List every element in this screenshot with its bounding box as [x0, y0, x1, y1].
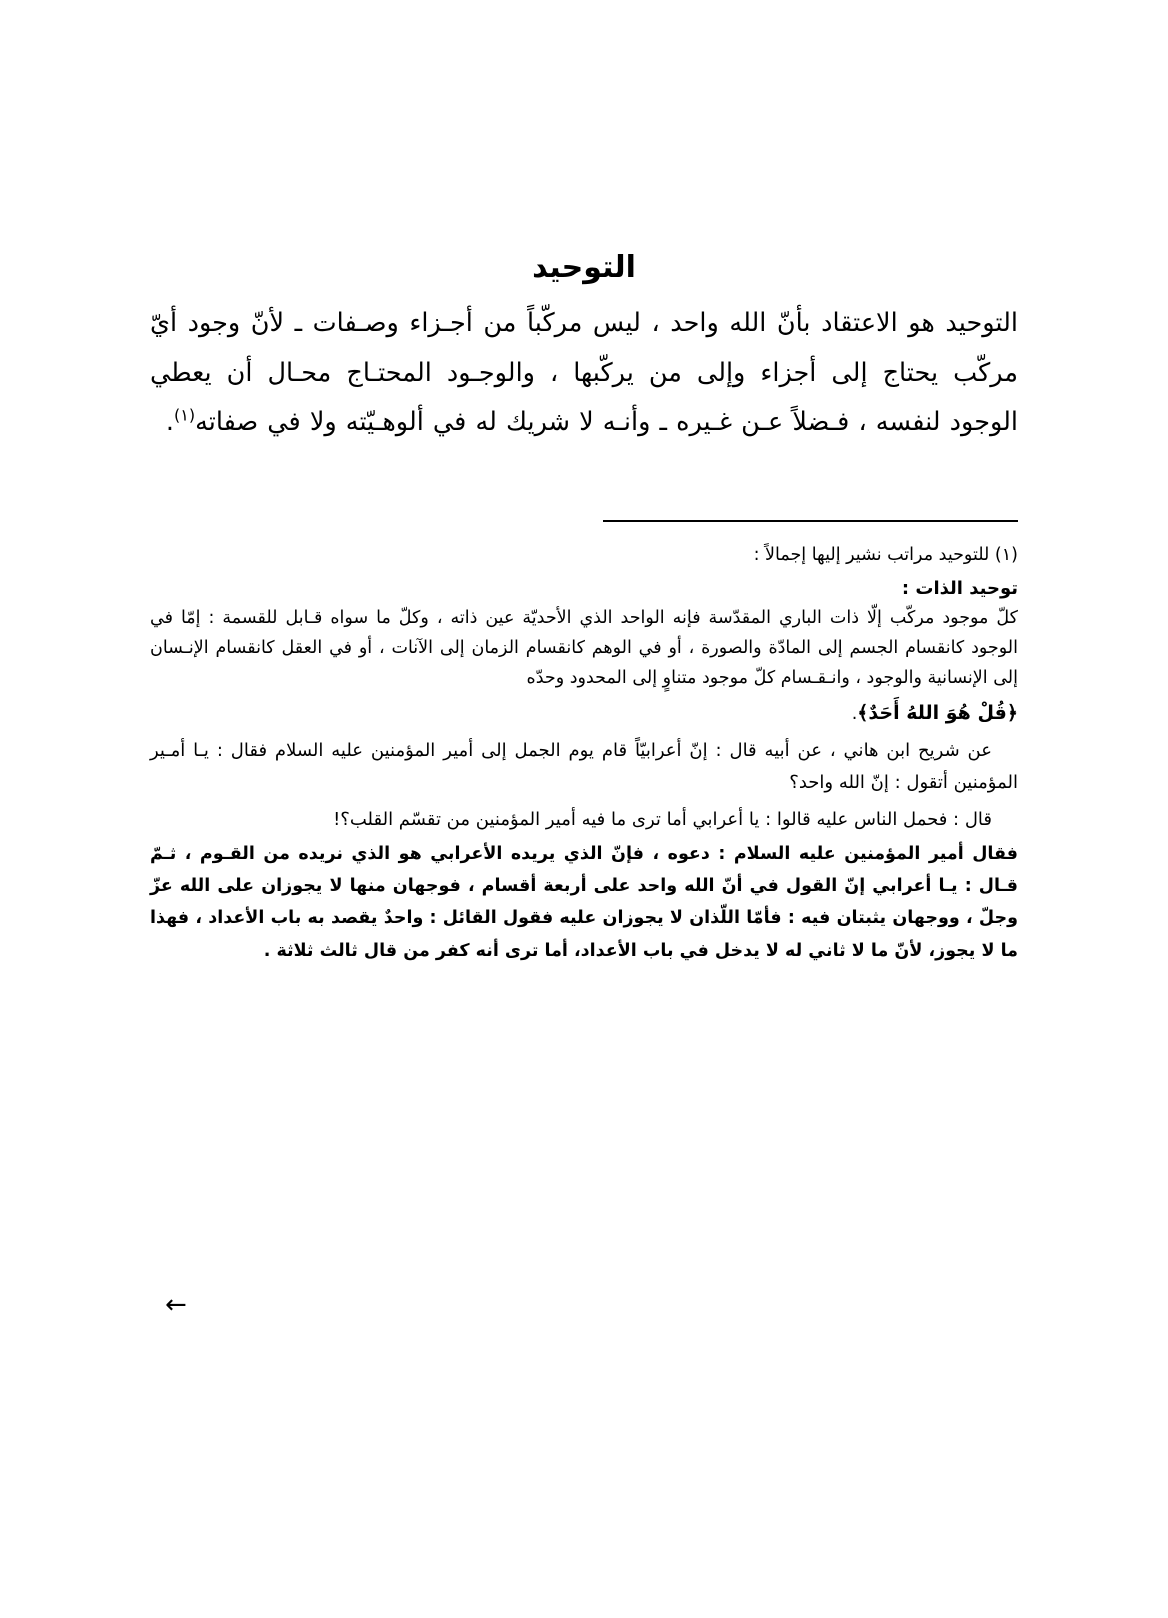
- footnote-heading: توحيد الذات :: [901, 578, 1018, 600]
- page-title: التوحيد: [532, 250, 636, 285]
- main-paragraph-text: التوحيد هو الاعتقاد بأنّ الله واحد ، ليس مركّباً من أجـزاء وصـفات ـ لأنّ وجود أيّ مركّب يحتاج إلى أجزاء وإلى من يركّبها ، والوجـود المحتـاج محـال أن يعطي الوجود لنفسه ، فـضلاً عـن غـيره ـ وأنـه لا شريك له في ألوهـيّته ولا في صفاته: [150, 308, 1018, 438]
- footnote-paragraph-1-text: كلّ موجود مركّب إلّا ذات الباري المقدّسة فإنه الواحد الذي الأحديّة عين ذاته ، وكلّ ما سواه قـابل للقسمة : إمّا في الوجود كانقسام الجسم إلى المادّة والصورة ، أو في الوهم كانقسام الزمان إلى الآنات ، أو في العقل كانقسام الإنـسان إلى الإنسانية والوجود ، وانـقـسام كلّ موجود متناوٍ إلى المحدود وحدّه: [150, 608, 1018, 689]
- divider-line: [603, 520, 1018, 522]
- arrow-left-icon[interactable]: ←: [165, 1290, 187, 1320]
- main-paragraph-period: .: [165, 407, 174, 438]
- footnote-hadith: فقال أمير المؤمنين عليه السلام : دعوه ، فإنّ الذي يريده الأعرابي هو الذي نريده من القـوم ، ثـمّ قـال : يـا أعرابي إنّ القول في أنّ الله واحد على أربعة أقسام ، فوجهان منها لا يجوزان على الله عزّ وجلّ ، ووجهان يثبتان فيه : فأمّا اللّذان لا يجوزان عليه فقول القائل : واحدٌ يقصد به باب الأعداد ، فهذا ما لا يجوز، لأنّ ما لا ثاني له لا يدخل في باب الأعداد، أما ترى أنه كفر من قال ثالث ثلاثة .: [150, 843, 1018, 961]
- footnote-quran-line: [150, 697, 1018, 730]
- footnote-marker: (١): [174, 405, 196, 425]
- quran-period: .: [851, 703, 858, 724]
- footnote-paragraph-1: [150, 603, 1018, 693]
- main-paragraph: [150, 299, 1018, 448]
- footnote-divider: [150, 520, 1018, 522]
- quran-verse: ﴿قُلْ هُوَ اللهُ أَحَدٌ﴾: [857, 701, 1018, 724]
- footnote-narration-1: عن شريح ابن هاني ، عن أبيه قال : إنّ أعرابيّاً قام يوم الجمل إلى أمير المؤمنين عليه السلام فقال : يـا أمـير المؤمنين أتقول : إنّ الله واحد؟: [150, 740, 1018, 793]
- footnote-intro: (١) للتوحيد مراتب نشير إليها إجمالاً :: [753, 545, 1018, 566]
- footnote-narration-2: قال : فحمل الناس عليه قالوا : يا أعرابي أما ترى ما فيه أمير المؤمنين من تقسّم القلب؟!: [333, 809, 992, 831]
